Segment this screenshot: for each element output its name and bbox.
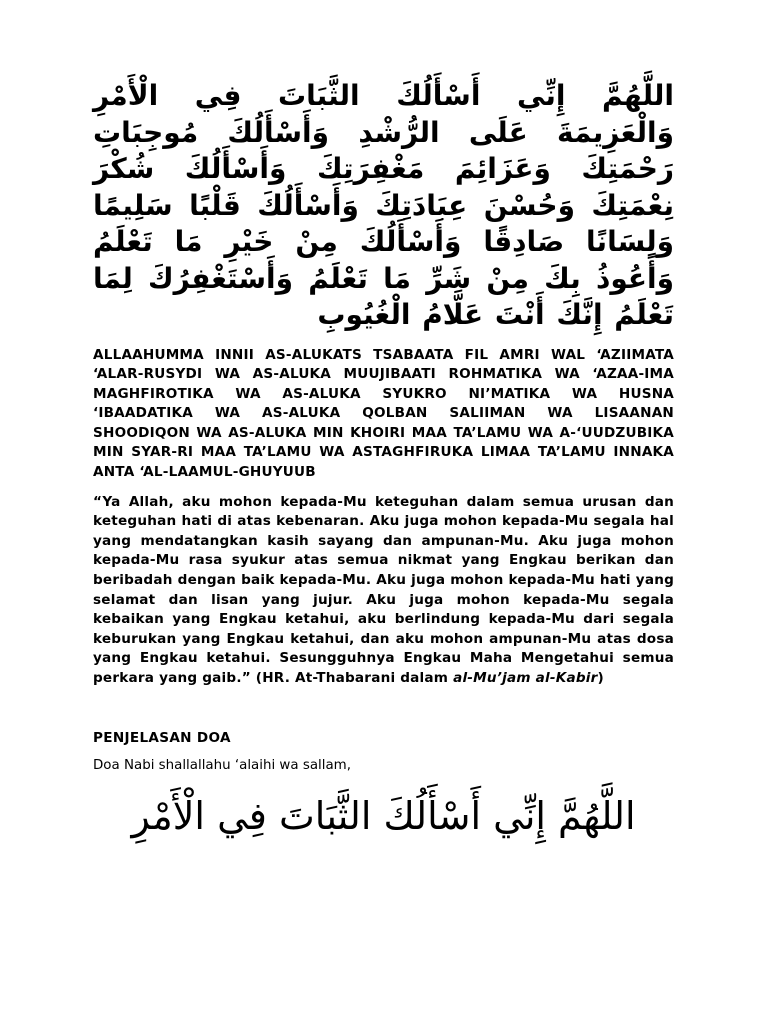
doa-translation xyxy=(93,493,674,689)
document-page xyxy=(93,78,674,844)
doa-transliteration: ALLAAHUMMA INNII AS-ALUKATS TSABAATA FIL AMRI WAL ‘AZIIMATA ‘ALAR-RUSYDI WA AS-ALUKA MUUJIBAATI ROHMATIKA WA ‘AZAA-IMA MAGHFIROTIKA WA AS-ALUKA SYUKRO NI’MATIKA WA HUSNA ‘IBAADATIKA WA AS-ALUKA QOLBAN SALIIMAN WA LISAANAN SHOODIQON WA AS-ALUKA MIN KHOIRI MAA TA’LAMU WA A-‘UUDZUBIKA MIN SYAR-RI MAA TA’LAMU WA ASTAGHFIRUKA LIMAA TA’LAMU INNAKA ANTA ‘AL-LAAMUL-GHUYUUB xyxy=(93,346,674,481)
hadith-source-prefix: (HR. At-Thabarani dalam xyxy=(250,670,454,686)
quoted-arabic-phrase: اللَّهُمَّ إِنِّي أَسْأَلُكَ الثَّبَاتَ فِي الْأَمْرِ xyxy=(131,793,636,838)
doa-translation-text: “Ya Allah, aku mohon kepada-Mu keteguhan dalam semua urusan dan keteguhan hati di atas kebenaran. Aku juga mohon kepada-Mu segala hal yang mendatangkan kasih sayang dan ampunan-Mu. Aku juga mohon kepada-Mu rasa syukur atas semua nikmat yang Engkau berikan dan beribadah dengan baik kepada-Mu. Aku juga mohon kepada-Mu hati yang selamat dan lisan yang jujur. Aku juga mohon kepada-Mu segala kebaikan yang Engkau ketahui, aku berlindung kepada-Mu dari segala keburukan yang Engkau ketahui, dan aku mohon ampunan-Mu atas dosa yang Engkau ketahui. Sesungguhnya Engkau Maha Mengetahui semua perkara yang gaib.” xyxy=(93,493,674,686)
section-heading-penjelasan: PENJELASAN DOA xyxy=(93,729,231,746)
hadith-source-book-title: al-Mu’jam al-Kabir xyxy=(453,670,598,686)
explanation-intro-text: Doa Nabi shallallahu ‘alaihi wa sallam, xyxy=(93,757,351,773)
hadith-source-suffix: ) xyxy=(597,670,604,686)
doa-arabic-text: اللَّهُمَّ إِنِّي أَسْأَلُكَ الثَّبَاتَ فِي الْأَمْرِ وَالْعَزِيمَةَ عَلَى الرُّشْدِ وَأَسْأَلُكَ مُوجِبَاتِ رَحْمَتِكَ وَعَزَائِمَ مَغْفِرَتِكَ وَأَسْأَلُكَ شُكْرَ نِعْمَتِكَ وَحُسْنَ عِبَادَتِكَ وَأَسْأَلُكَ قَلْبًا سَلِيمًا وَلِسَانًا صَادِقًا وَأَسْأَلُكَ مِنْ خَيْرِ مَا تَعْلَمُ وَأَعُوذُ بِكَ مِنْ شَرِّ مَا تَعْلَمُ وَأَسْتَغْفِرُكَ لِمَا تَعْلَمُ إِنَّكَ أَنْتَ عَلَّامُ الْغُيُوبِ xyxy=(93,79,674,331)
